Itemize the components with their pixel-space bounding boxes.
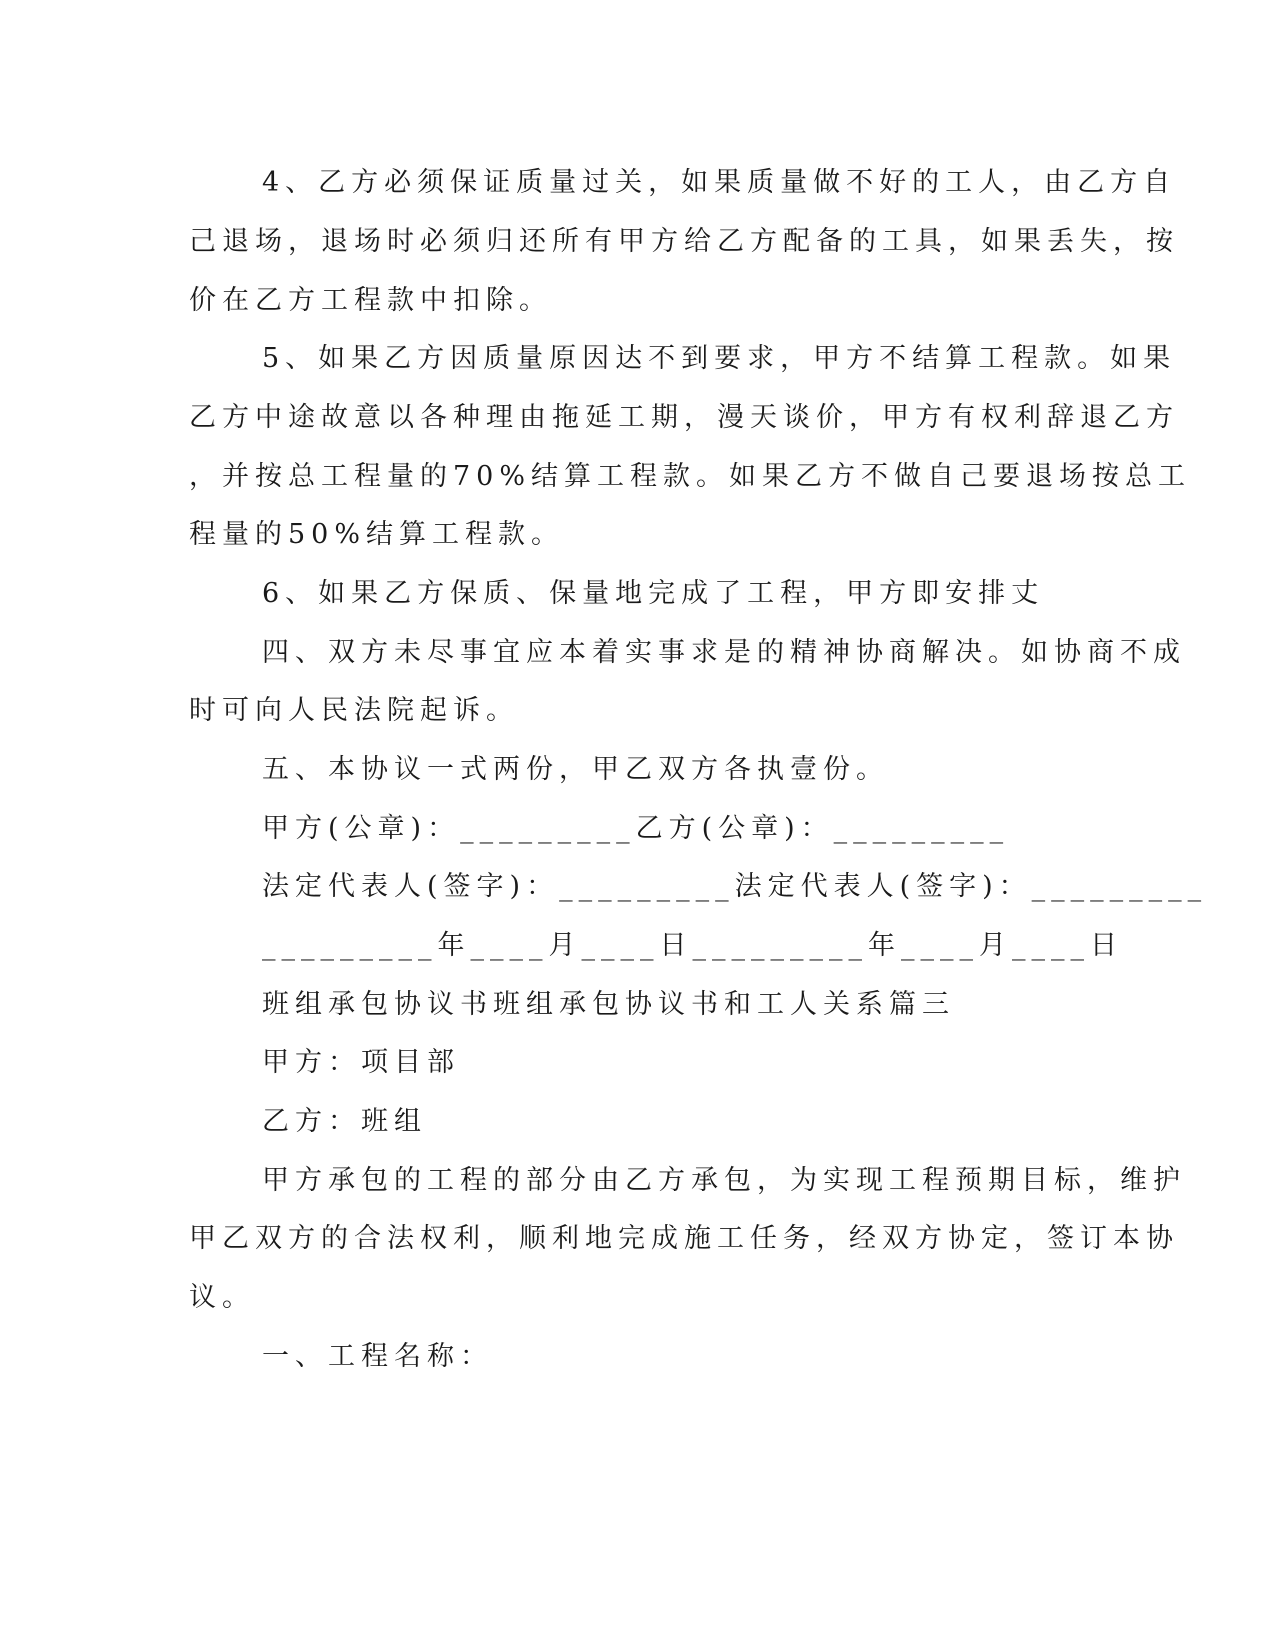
paragraph-4-line-1: 4、乙方必须保证质量过关，如果质量做不好的工人，由乙方自: [262, 167, 1177, 198]
signature-date-line: _________年____月____日_________年____月____日: [262, 930, 1123, 961]
paragraph-5-line-3: ，并按总工程量的70%结算工程款。如果乙方不做自己要退场按总工: [189, 461, 1192, 492]
paragraph-5-line-2: 乙方中途故意以各种理由拖延工期，漫天谈价，甲方有权利辞退乙方: [189, 402, 1179, 433]
intro-line-3: 议。: [189, 1282, 255, 1313]
paragraph-6-line-1: 6、如果乙方保质、保量地完成了工程，甲方即安排丈: [262, 578, 1045, 609]
project-name-heading: 一、工程名称：: [262, 1341, 493, 1372]
intro-line-1: 甲方承包的工程的部分由乙方承包，为实现工程预期目标，维护: [262, 1165, 1186, 1196]
party-b-line: 乙方：班组: [262, 1106, 427, 1137]
section-4-line-2: 时可向人民法院起诉。: [189, 695, 519, 726]
section-title: 班组承包协议书班组承包协议书和工人关系篇三: [262, 989, 955, 1020]
section-5-line: 五、本协议一式两份，甲乙双方各执壹份。: [262, 754, 889, 785]
paragraph-5-line-1: 5、如果乙方因质量原因达不到要求，甲方不结算工程款。如果: [262, 343, 1177, 374]
signature-representative-line: 法定代表人(签字)：_________法定代表人(签字)：_________: [262, 871, 1208, 902]
party-a-line: 甲方：项目部: [262, 1047, 460, 1078]
signature-seal-line: 甲方(公章)：_________乙方(公章)：_________: [262, 813, 1010, 844]
intro-line-2: 甲乙双方的合法权利，顺利地完成施工任务，经双方协定，签订本协: [189, 1223, 1179, 1254]
paragraph-4-line-3: 价在乙方工程款中扣除。: [189, 285, 552, 316]
paragraph-4-line-2: 己退场，退场时必须归还所有甲方给乙方配备的工具，如果丢失，按: [189, 226, 1179, 257]
paragraph-5-line-4: 程量的50%结算工程款。: [189, 519, 565, 550]
section-4-line-1: 四、双方未尽事宜应本着实事求是的精神协商解决。如协商不成: [262, 637, 1186, 668]
